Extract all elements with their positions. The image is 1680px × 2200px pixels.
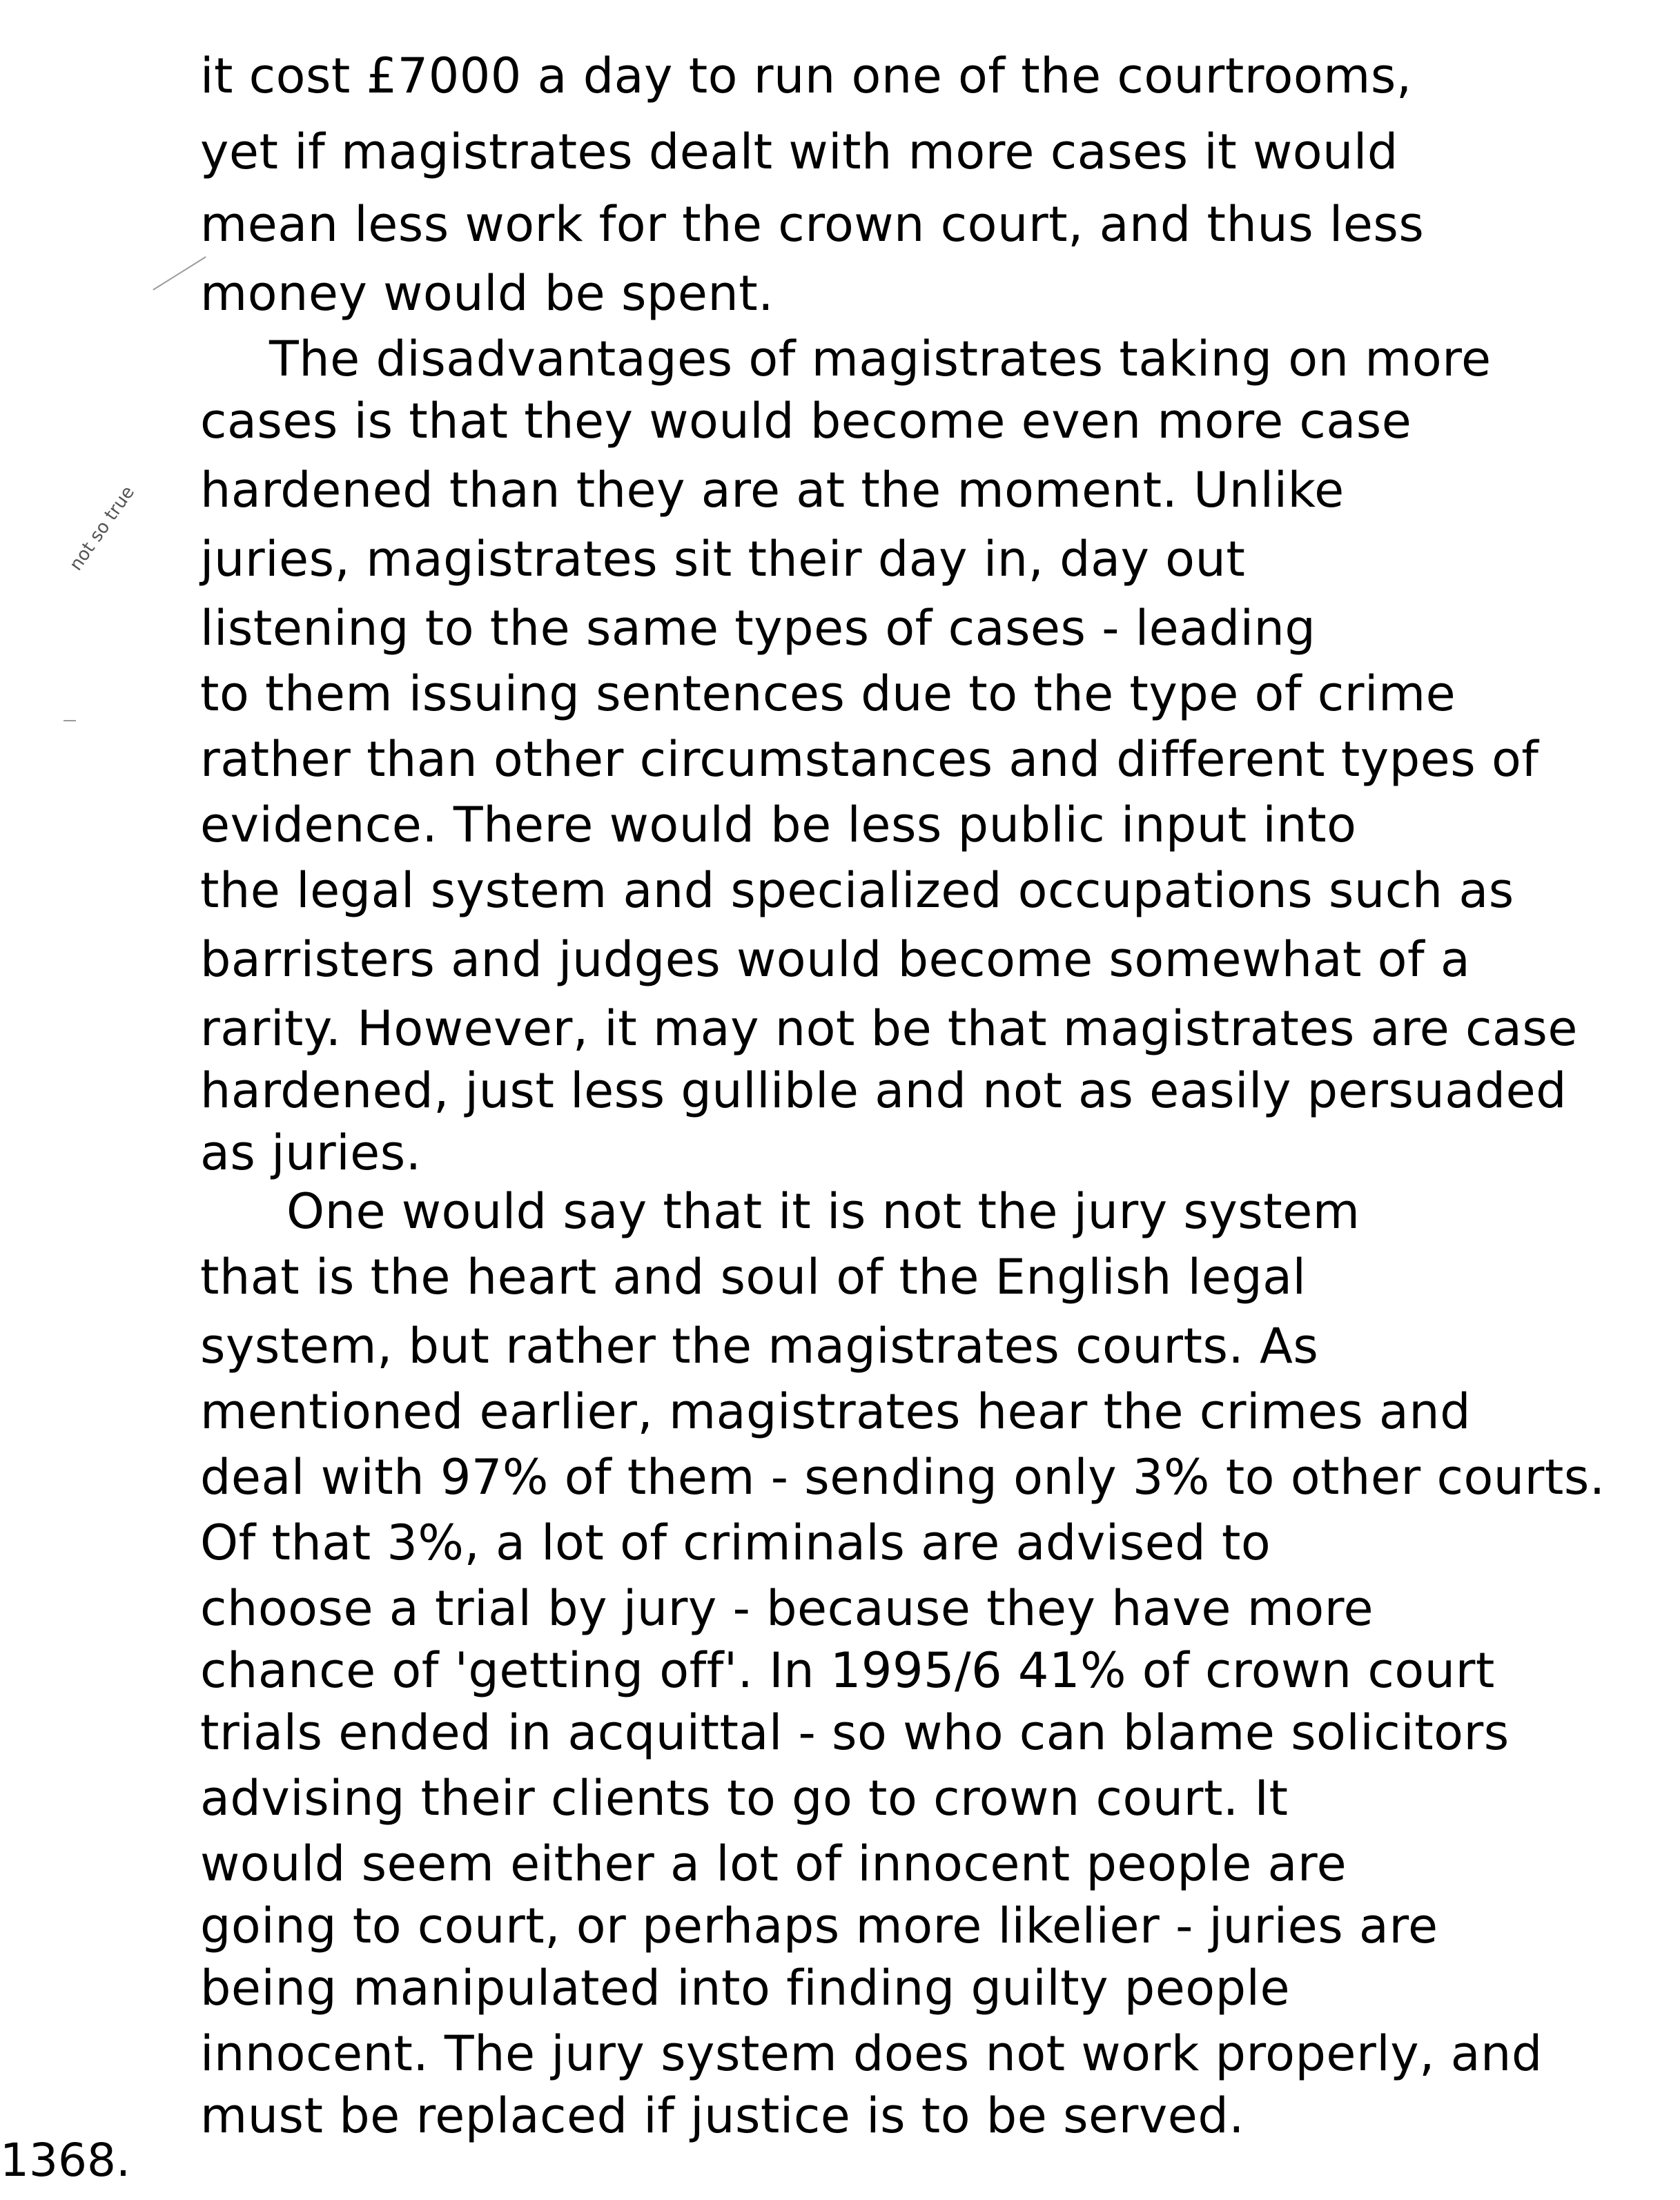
- text-line: choose a trial by jury - because they have more: [200, 1580, 1374, 1637]
- text-line: mentioned earlier, magistrates hear the crimes and: [200, 1383, 1472, 1440]
- text-line: as juries.: [200, 1125, 422, 1181]
- margin-annotation: not so true: [66, 482, 139, 575]
- text-line: The disadvantages of magistrates taking on more: [269, 331, 1492, 387]
- text-line: going to court, or perhaps more likelier - juries are: [200, 1898, 1438, 1954]
- text-line: money would be spent.: [200, 265, 774, 322]
- text-line: listening to the same types of cases - leading: [200, 600, 1316, 656]
- text-line: that is the heart and soul of the English legal: [200, 1249, 1307, 1305]
- text-line: hardened than they are at the moment. Unlike: [200, 462, 1345, 518]
- text-line: yet if magistrates dealt with more cases it would: [200, 124, 1398, 180]
- margin-mark: [153, 256, 206, 290]
- text-line: the legal system and specialized occupations such as: [200, 862, 1514, 919]
- text-line: hardened, just less gullible and not as easily persuaded: [200, 1062, 1567, 1119]
- text-line: Of that 3%, a lot of criminals are advised to: [200, 1515, 1271, 1571]
- text-line: barristers and judges would become somewhat of a: [200, 931, 1471, 988]
- text-line: innocent. The jury system does not work properly, and: [200, 2025, 1543, 2082]
- text-line: mean less work for the crown court, and thus less: [200, 196, 1425, 253]
- text-line: to them issuing sentences due to the type of crime: [200, 665, 1456, 722]
- page-number: 1368.: [0, 2134, 130, 2187]
- text-line: chance of 'getting off'. In 1995/6 41% of crown court: [200, 1642, 1495, 1699]
- text-line: rather than other circumstances and different types of: [200, 731, 1539, 788]
- text-line: trials ended in acquittal - so who can blame solicitors: [200, 1704, 1510, 1761]
- text-line: being manipulated into finding guilty people: [200, 1960, 1291, 2016]
- text-line: One would say that it is not the jury system: [286, 1183, 1360, 1240]
- text-line: cases is that they would become even more case: [200, 393, 1412, 449]
- text-line: juries, magistrates sit their day in, day out: [200, 531, 1246, 587]
- text-line: rarity. However, it may not be that magistrates are case: [200, 1000, 1578, 1057]
- margin-mark: [64, 720, 76, 721]
- text-line: it cost £7000 a day to run one of the courtrooms,: [200, 48, 1412, 104]
- text-line: must be replaced if justice is to be served.: [200, 2087, 1245, 2144]
- text-line: deal with 97% of them - sending only 3% to other courts.: [200, 1449, 1605, 1506]
- text-line: would seem either a lot of innocent people are: [200, 1836, 1347, 1892]
- text-line: system, but rather the magistrates courts. As: [200, 1318, 1319, 1374]
- text-line: evidence. There would be less public input into: [200, 797, 1357, 853]
- text-line: advising their clients to go to crown court. It: [200, 1770, 1289, 1827]
